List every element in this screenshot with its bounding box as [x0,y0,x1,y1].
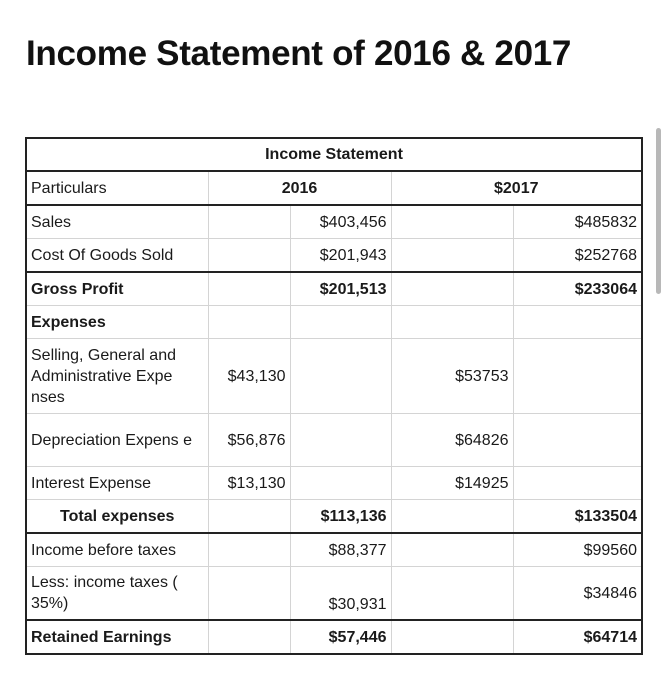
income-statement-table [25,137,643,655]
row-label: Expenses [26,306,208,339]
table-caption-row [26,138,642,171]
value-2017-detail: $64826 [391,414,513,467]
table-row-total-expenses [26,500,642,534]
value-2016: $403,456 [290,205,391,239]
table-caption: Income Statement [26,138,642,171]
header-2016: 2016 [208,171,391,205]
table-row-gross-profit [26,272,642,306]
table-row-sga [26,339,642,414]
table-row-depreciation [26,414,642,467]
value-2016: $88,377 [290,533,391,567]
table-row-sales [26,205,642,239]
table-row-cogs [26,239,642,273]
row-label: Less: income taxes ( 35%) [26,567,208,621]
value-2016: $201,943 [290,239,391,273]
table-row-retained-earnings [26,620,642,654]
value-2016: $30,931 [290,567,391,621]
value-2016: $201,513 [290,272,391,306]
value-2016: $113,136 [290,500,391,534]
row-label: Income before taxes [26,533,208,567]
page-title: Income Statement of 2016 & 2017 [26,34,572,73]
value-2017-detail: $53753 [391,339,513,414]
value-2016-detail: $43,130 [208,339,290,414]
table-row-income-before-taxes [26,533,642,567]
table-header-row [26,171,642,205]
value-2017: $133504 [513,500,642,534]
table-row-expenses-heading [26,306,642,339]
scrollbar[interactable] [656,128,661,294]
value-2017-detail: $14925 [391,467,513,500]
row-label: Depreciation Expens e [26,414,208,467]
value-2017: $252768 [513,239,642,273]
value-2017: $233064 [513,272,642,306]
row-label: Sales [26,205,208,239]
row-label: Selling, General and Administrative Expe nses [26,339,208,414]
row-label: Cost Of Goods Sold [26,239,208,273]
value-2017: $99560 [513,533,642,567]
value-2017: $64714 [513,620,642,654]
table-row-income-taxes [26,567,642,621]
row-label: Retained Earnings [26,620,208,654]
row-label: Total expenses [26,500,208,534]
table-row-interest [26,467,642,500]
row-label: Interest Expense [26,467,208,500]
value-2016: $57,446 [290,620,391,654]
value-2016-detail: $56,876 [208,414,290,467]
header-2017: $2017 [391,171,642,205]
value-2017: $34846 [513,567,642,621]
header-particulars: Particulars [26,171,208,205]
value-2016-detail: $13,130 [208,467,290,500]
value-2017: $485832 [513,205,642,239]
row-label: Gross Profit [26,272,208,306]
